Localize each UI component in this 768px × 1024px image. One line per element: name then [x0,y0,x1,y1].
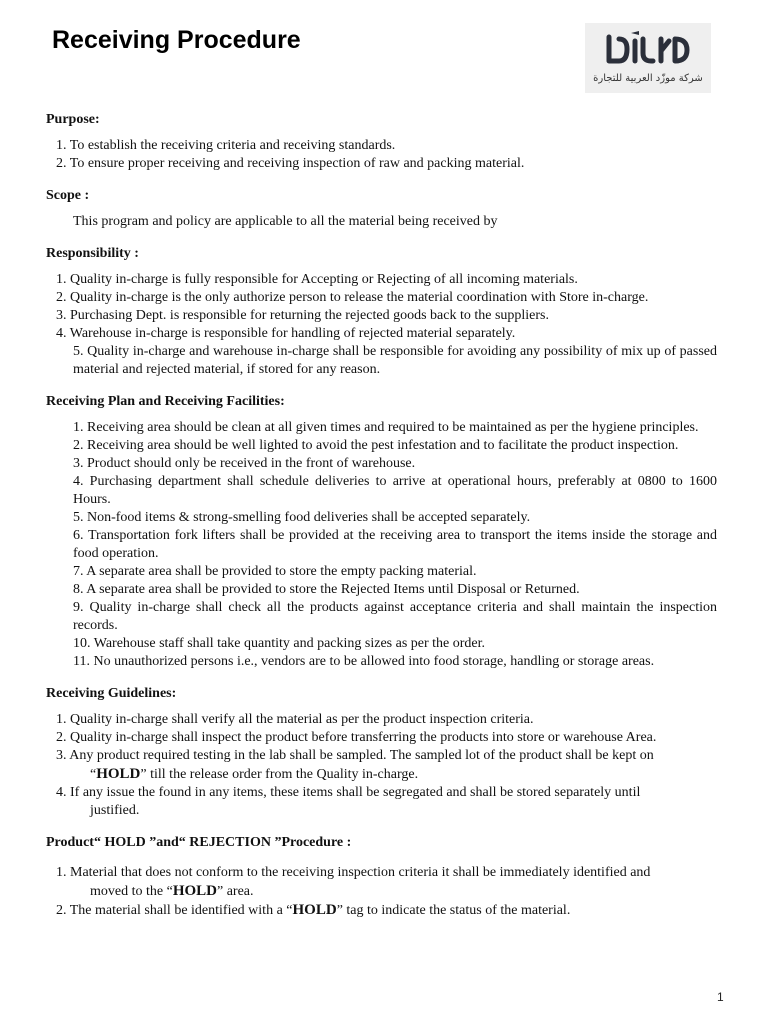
hold-keyword: HOLD [292,902,337,918]
list-item: 2. Quality in-charge shall inspect the product before transferring the products into store or warehouse Area. [56,730,657,745]
hold-rejection-list [46,864,717,920]
list-item: 1. Quality in-charge is fully responsible for Accepting or Rejecting of all incoming materials. [56,272,578,287]
list-item-text: 4. If any issue the found in any items, these items shall be segregated and shall be stored separately until [56,785,641,800]
list-item: 1. Receiving area should be clean at all given times and required to be maintained as per the hygiene principles. [73,420,699,435]
document-body [46,111,717,920]
page-title: Receiving Procedure [52,26,301,54]
guidelines-list [46,711,717,820]
list-item [46,901,717,920]
list-item-text: 1. Material that does not conform to the receiving inspection criteria it shall be immediately identified and [56,865,651,880]
list-item: 2. Quality in-charge is the only authorize person to release the material coordination with Store in-charge. [56,290,649,305]
purpose-heading: Purpose: [46,112,100,127]
list-item-text: ” tag to indicate the status of the material. [336,903,571,918]
facilities-heading: Receiving Plan and Receiving Facilities: [46,394,285,409]
facilities-list [46,419,717,671]
guidelines-heading: Receiving Guidelines: [46,686,177,701]
hold-keyword: HOLD [96,766,141,782]
list-item: 4. Warehouse in-charge is responsible for handling of rejected material separately. [56,326,516,341]
hold-keyword: HOLD [172,883,217,899]
list-item-text: justified. [90,803,140,818]
list-item [46,784,717,820]
list-item: 6. Transportation fork lifters shall be provided at the receiving area to transport the items inside the storage and food operation. [73,528,717,561]
responsibility-list [46,271,717,379]
list-item: 1. Quality in-charge shall verify all the material as per the product inspection criteria. [56,712,534,727]
list-item-text: 3. Any product required testing in the lab shall be sampled. The sampled lot of the product shall be kept on [56,748,654,763]
list-item-text: moved to the “ [90,884,173,899]
list-item-text: ” area. [217,884,254,899]
hold-rejection-heading: Product“ HOLD ”and“ REJECTION ”Procedure : [46,835,352,850]
list-item: 8. A separate area shall be provided to store the Rejected Items until Disposal or Returned. [73,582,580,597]
company-logo-mark-icon [603,27,693,71]
responsibility-heading: Responsibility : [46,246,139,261]
list-item [46,747,717,784]
list-item-text: ” till the release order from the Quality in-charge. [140,767,419,782]
list-item: 3. Purchasing Dept. is responsible for returning the rejected goods back to the suppliers. [56,308,549,323]
list-item: 9. Quality in-charge shall check all the products against acceptance criteria and shall maintain the inspection records. [73,600,717,633]
scope-heading: Scope : [46,188,90,203]
scope-text: This program and policy are applicable to all the material being received by [73,214,498,229]
purpose-list [46,137,717,173]
list-item: 7. A separate area shall be provided to store the empty packing material. [73,564,477,579]
page-number: 1 [717,990,724,1004]
logo-arabic-text: شركة موزّد العربية للتجارة [593,73,703,84]
list-item [46,864,717,901]
company-logo [585,23,711,93]
list-item: 3. Product should only be received in the front of warehouse. [73,456,416,471]
list-item: 11. No unauthorized persons i.e., vendors are to be allowed into food storage, handling or storage areas. [73,654,655,669]
list-item: 2. Receiving area should be well lighted to avoid the pest infestation and to facilitate the product inspection. [73,438,679,453]
list-item: 5. Quality in-charge and warehouse in-charge shall be responsible for avoiding any possibility of mix up of passed material and rejected material, if stored for any reason. [73,344,717,377]
list-item-text: 2. The material shall be identified with a “ [56,903,293,918]
quote-mark: “ [90,767,97,782]
list-item: 4. Purchasing department shall schedule deliveries to arrive at operational hours, preferably at 0800 to 1600 Hours. [73,474,717,507]
list-item: 2. To ensure proper receiving and receiving inspection of raw and packing material. [56,156,525,171]
list-item: 1. To establish the receiving criteria and receiving standards. [56,138,396,153]
list-item: 10. Warehouse staff shall take quantity and packing sizes as per the order. [73,636,486,651]
list-item: 5. Non-food items & strong-smelling food deliveries shall be accepted separately. [73,510,531,525]
